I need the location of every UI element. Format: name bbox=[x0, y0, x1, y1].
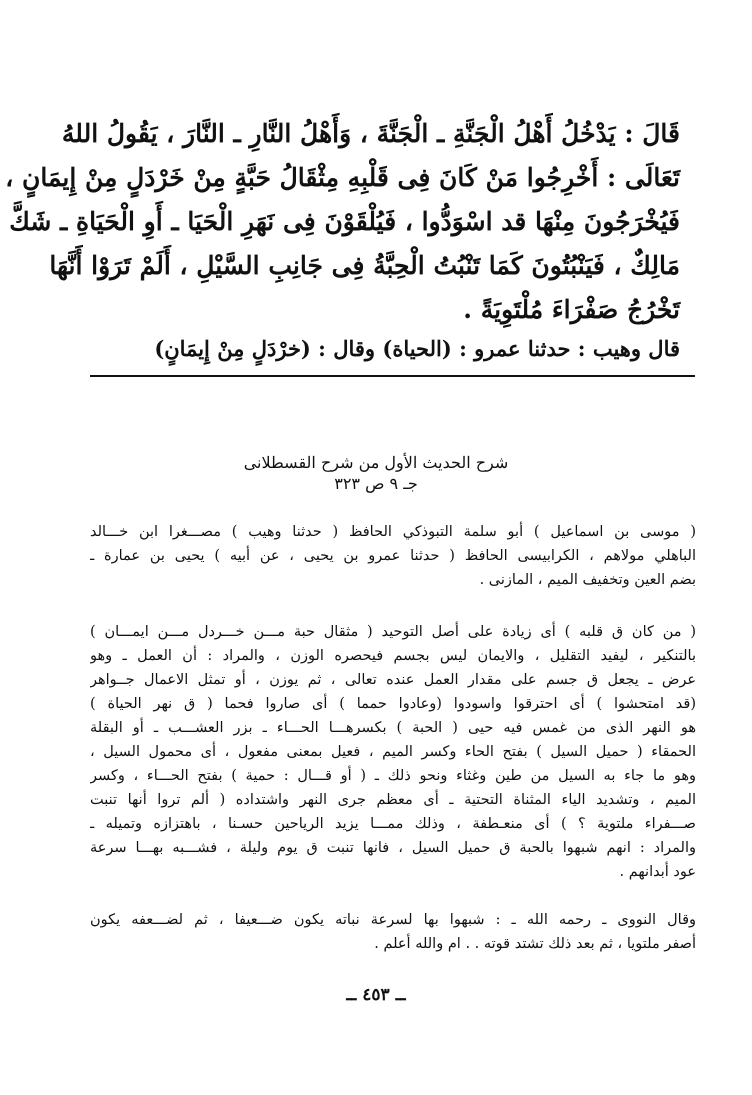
hadith-line: قَالَ : يَدْخُلُ أَهْلُ الْجَنَّةِ ـ الْجَنَّةَ ، وَأَهْلُ النَّارِ ـ النَّارَ ، يَقُولُ اللهُ bbox=[61, 119, 680, 148]
paragraph-line: صـــفراء ملتوية ؟ ) أى منعـطفة ، وذلك ممـــا يزيد الرياحين حسـنا ، باهتزازه وتميله ـ bbox=[90, 816, 696, 832]
paragraph-line: ( موسى بن اسماعيل ) أبو سلمة التبوذكي الحافظ ( حدثنا وهيب ) مصـــغرا ابن خـــالد bbox=[90, 524, 696, 540]
paragraph-line: وقال النووى ـ رحمه الله ـ : شبهوا بها لسرعة نباته يكون ضـــعيفا ، ثم لضـــعفه يكون bbox=[90, 912, 696, 928]
paragraph-line: أصفر ملتويا ، ثم بعد ذلك تشتد قوته . . ام والله أعلم . bbox=[374, 936, 696, 952]
paragraph-line: ( من كان ق قلبه ) أى زيادة على أصل التوحيد ( مثقال حبة مـــن خـــردل مـــن ايمـــان ) bbox=[90, 624, 696, 640]
commentary-paragraph-narrators bbox=[90, 520, 696, 592]
paragraph-line: بالتنكير ، ليفيد التقليل ، والايمان ليس بجسم فيحصره الوزن ، والمراد : أن العمل ـ وهو bbox=[90, 648, 696, 664]
narration-note: قال وهيب : حدثنا عمرو : (الحياة) وقال : (خرْدَلٍ مِنْ إِيمَانٍ) bbox=[154, 336, 680, 361]
paragraph-line: الحمقاء ( حميل السيل ) بفتح الحاء وكسر الميم ، فعيل بمعنى مفعول ، أى محمول السيل ، bbox=[90, 744, 696, 760]
commentary-paragraph-explanation bbox=[90, 620, 696, 884]
paragraph-line: هو النهر الذى من غمس فيه حيى ( الحبة ) بكسرهـــا الحـــاء ـ بزر العشـــب ـ أو البقلة bbox=[90, 720, 696, 736]
hadith-line: فَيُخْرَجُونَ مِنْهَا قد اسْوَدُّوا ، فَيُلْقَوْنَ فِى نَهَرِ الْحَيَا ـ أَوِ الْحَيَاةِ ـ شَكَّ bbox=[9, 207, 680, 236]
hadith-text bbox=[5, 112, 680, 332]
paragraph-line: (قد امتحشوا ) أى احترقوا واسودوا (وعادوا حمما ) أى صاروا فحما ( ق نهر الحياة ) bbox=[90, 696, 696, 712]
commentary-title: شرح الحديث الأول من شرح القسطلانى bbox=[243, 453, 509, 472]
paragraph-line: عرض ـ يجعل ق جسم على مقدار العمل عنده تعالى ، ثم يوزن ، أو تمثل الاعمال جــواهر bbox=[90, 672, 696, 688]
paragraph-line: عود أبدانهم . bbox=[619, 864, 696, 880]
paragraph-line: وهو ما جاء به السيل من طين وغثاء ونحو ذلك ـ ( أو قـــال : حمية ) بفتح الحـــاء ، وكسر bbox=[90, 768, 696, 784]
hadith-line: تَعَالَى : أَخْرِجُوا مَنْ كَانَ فِى قَلْبِهِ مِثْقَالُ حَبَّةٍ مِنْ خَرْدَلٍ مِنْ إِيمَانٍ ، bbox=[5, 163, 680, 192]
commentary-reference: جـ ٩ ص ٣٢٣ bbox=[334, 474, 418, 493]
paragraph-line: الباهلي مولاهم ، الكرابيسى الحافظ ( حدثنا عمرو بن يحيى ، عن أبيه ) يحيى بن عمارة ـ bbox=[90, 548, 696, 564]
paragraph-line: والمراد : انهم شبهوا بالحبة ق حميل السيل ، فانها تنبت ق يوم وليلة ، فشـــبه بهـــا سرعة bbox=[90, 840, 696, 856]
page-number: ــ ٤٥٣ ــ bbox=[346, 985, 406, 1005]
section-divider bbox=[90, 375, 695, 377]
hadith-line: تَخْرُجُ صَفْرَاءَ مُلْتَوِيَةً . bbox=[463, 295, 680, 324]
commentary-paragraph-nawawi bbox=[90, 908, 696, 956]
paragraph-line: الميم ، وتشديد الياء المثناة التحتية ـ أى معظم جرى النهر واشتداده ( ألم تروا أنها تنبت bbox=[90, 792, 696, 808]
hadith-line: مَالِكٌ ، فَيَنْبُتُونَ كَمَا تَنْبُتُ الْحِبَّةُ فِى جَانِبِ السَّيْلِ ، أَلَمْ تَرَوْا أَنَّهَا bbox=[49, 251, 680, 280]
paragraph-line: بضم العين وتخفيف الميم ، المازنى . bbox=[479, 572, 696, 588]
